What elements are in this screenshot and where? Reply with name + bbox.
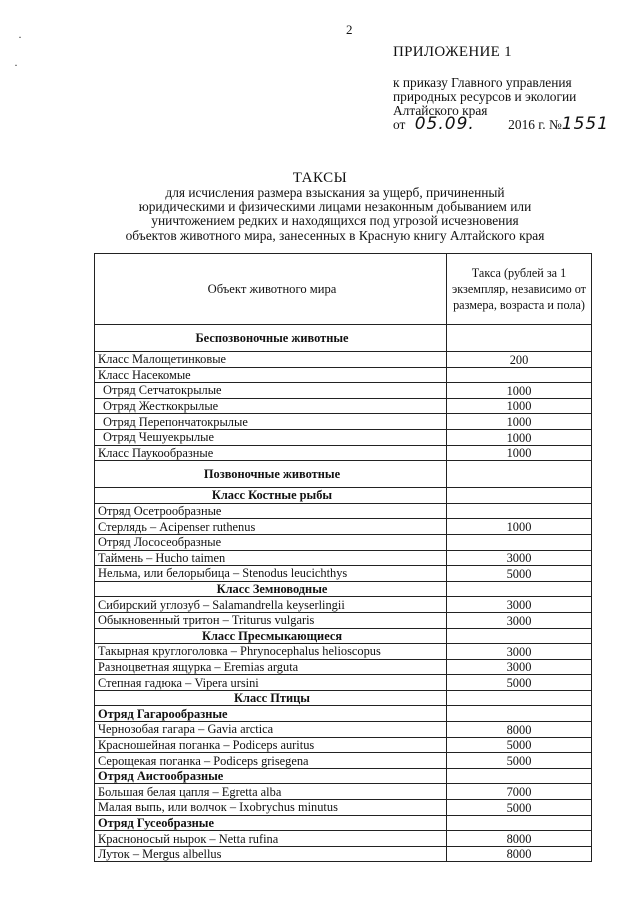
table-body	[95, 325, 592, 862]
order-line: к приказу Главного управления	[393, 75, 572, 90]
price-cell: 8000	[447, 722, 592, 738]
section-heading: Класс Пресмыкающиеся	[95, 628, 447, 644]
table-row	[95, 566, 592, 582]
handwritten-number: 1551	[561, 114, 610, 134]
price-cell: 1000	[447, 414, 592, 430]
table-row	[95, 398, 592, 414]
section-heading-row	[95, 628, 592, 644]
section-heading: Класс Птицы	[95, 690, 447, 706]
document-subtitle	[120, 186, 550, 243]
object-name-cell: Чернозобая гагара – Gavia arctica	[95, 722, 447, 738]
price-cell: 7000	[447, 784, 592, 800]
price-cell	[447, 768, 592, 784]
price-cell: 1000	[447, 429, 592, 445]
object-name-cell: Отряд Лососеобразные	[95, 534, 447, 550]
section-heading: Класс Земноводные	[95, 581, 447, 597]
table-row	[95, 612, 592, 628]
table-row	[95, 846, 592, 862]
subtitle-line: для исчисления размера взыскания за ущерб, причиненный	[165, 185, 505, 200]
price-cell: 3000	[447, 597, 592, 613]
price-cell	[447, 367, 592, 383]
price-cell: 3000	[447, 612, 592, 628]
price-cell: 3000	[447, 644, 592, 660]
table-row	[95, 659, 592, 675]
order-line: природных ресурсов и экологии	[393, 89, 577, 104]
section-heading-row	[95, 690, 592, 706]
table-row	[95, 675, 592, 691]
empty-cell	[447, 628, 592, 644]
table-row	[95, 831, 592, 847]
column-header-object: Объект животного мира	[95, 254, 447, 325]
scan-mark: ·	[14, 58, 18, 72]
table-row	[95, 800, 592, 816]
price-cell: 5000	[447, 675, 592, 691]
scan-mark: ·	[18, 30, 22, 44]
empty-cell	[447, 581, 592, 597]
table-row	[95, 706, 592, 722]
price-cell: 1000	[447, 445, 592, 461]
table-row	[95, 784, 592, 800]
section-heading: Класс Костные рыбы	[95, 488, 447, 504]
section-heading: Беспозвоночные животные	[95, 325, 447, 352]
empty-cell	[447, 690, 592, 706]
price-cell: 5000	[447, 566, 592, 582]
object-name-cell: Большая белая цапля – Egretta alba	[95, 784, 447, 800]
price-cell: 1000	[447, 519, 592, 535]
section-heading-row	[95, 461, 592, 488]
empty-cell	[447, 325, 592, 352]
price-cell: 3000	[447, 659, 592, 675]
table-header-row	[95, 254, 592, 325]
table-row	[95, 445, 592, 461]
price-cell: 8000	[447, 831, 592, 847]
appendix-title: ПРИЛОЖЕНИЕ 1	[393, 44, 512, 60]
price-cell: 3000	[447, 550, 592, 566]
object-name-cell: Отряд Осетрообразные	[95, 503, 447, 519]
table-row	[95, 644, 592, 660]
tax-rates-table	[94, 253, 592, 862]
table-row	[95, 597, 592, 613]
object-name-cell: Обыкновенный тритон – Triturus vulgaris	[95, 612, 447, 628]
table-row	[95, 737, 592, 753]
object-name-cell: Луток – Mergus albellus	[95, 846, 447, 862]
price-cell: 5000	[447, 753, 592, 769]
object-name-cell: Отряд Сетчатокрылые	[95, 383, 447, 399]
table-row	[95, 429, 592, 445]
object-name-cell: Стерлядь – Acipenser ruthenus	[95, 519, 447, 535]
object-name-cell: Таймень – Hucho taimen	[95, 550, 447, 566]
table-row	[95, 414, 592, 430]
price-cell	[447, 815, 592, 831]
object-name-cell: Разноцветная ящурка – Eremias arguta	[95, 659, 447, 675]
subtitle-line: объектов животного мира, занесенных в Красную книгу Алтайского края	[125, 227, 545, 243]
subtitle-line: юридическими и физическими лицами незаконным добыванием или	[138, 199, 532, 215]
table-row	[95, 503, 592, 519]
column-header-price: Такса (рублей за 1 экземпляр, независимо от размера, возраста и пола)	[447, 254, 592, 325]
object-name-cell: Красношейная поганка – Podiceps auritus	[95, 737, 447, 753]
section-heading-row	[95, 488, 592, 504]
section-heading-row	[95, 581, 592, 597]
table-row	[95, 383, 592, 399]
table-row	[95, 815, 592, 831]
price-cell: 8000	[447, 846, 592, 862]
object-name-cell: Красноносый нырок – Netta rufina	[95, 831, 447, 847]
price-cell	[447, 503, 592, 519]
object-name-cell: Класс Паукообразные	[95, 445, 447, 461]
order-line: Алтайского края	[393, 103, 488, 118]
object-name-cell: Отряд Гагарообразные	[95, 706, 447, 722]
table-row	[95, 722, 592, 738]
object-name-cell: Класс Малощетинковые	[95, 352, 447, 368]
object-name-cell: Степная гадюка – Vipera ursini	[95, 675, 447, 691]
object-name-cell: Отряд Жесткокрылые	[95, 398, 447, 414]
price-cell: 5000	[447, 737, 592, 753]
empty-cell	[447, 488, 592, 504]
object-name-cell: Серощекая поганка – Podiceps grisegena	[95, 753, 447, 769]
object-name-cell: Отряд Чешуекрылые	[95, 429, 447, 445]
price-cell: 200	[447, 352, 592, 368]
section-heading: Позвоночные животные	[95, 461, 447, 488]
order-reference	[393, 76, 576, 118]
document-title: ТАКСЫ	[292, 170, 348, 186]
object-name-cell: Такырная круглоголовка – Phrynocephalus helioscopus	[95, 644, 447, 660]
object-name-cell: Отряд Аистообразные	[95, 768, 447, 784]
price-cell: 1000	[447, 398, 592, 414]
section-heading-row	[95, 325, 592, 352]
subtitle-line: уничтожением редких и находящихся под угрозой исчезновения	[151, 213, 519, 229]
table-row	[95, 753, 592, 769]
price-cell: 1000	[447, 383, 592, 399]
object-name-cell: Класс Насекомые	[95, 367, 447, 383]
table-row	[95, 352, 592, 368]
table-row	[95, 519, 592, 535]
object-name-cell: Отряд Гусеобразные	[95, 815, 447, 831]
handwritten-date: 05.09.	[414, 114, 475, 134]
object-name-cell: Сибирский углозуб – Salamandrella keyserlingii	[95, 597, 447, 613]
table-row	[95, 367, 592, 383]
object-name-cell: Отряд Перепончатокрылые	[95, 414, 447, 430]
price-cell	[447, 706, 592, 722]
object-name-cell: Нельма, или белорыбица – Stenodus leucichthys	[95, 566, 447, 582]
order-year: 2016 г. №	[508, 117, 562, 132]
table-row	[95, 534, 592, 550]
table-row	[95, 768, 592, 784]
price-cell: 5000	[447, 800, 592, 816]
order-date-line	[393, 114, 609, 134]
page-number: 2	[346, 22, 353, 37]
date-prefix: от	[393, 117, 406, 132]
table-row	[95, 550, 592, 566]
object-name-cell: Малая выпь, или волчок – Ixobrychus minutus	[95, 800, 447, 816]
empty-cell	[447, 461, 592, 488]
price-cell	[447, 534, 592, 550]
